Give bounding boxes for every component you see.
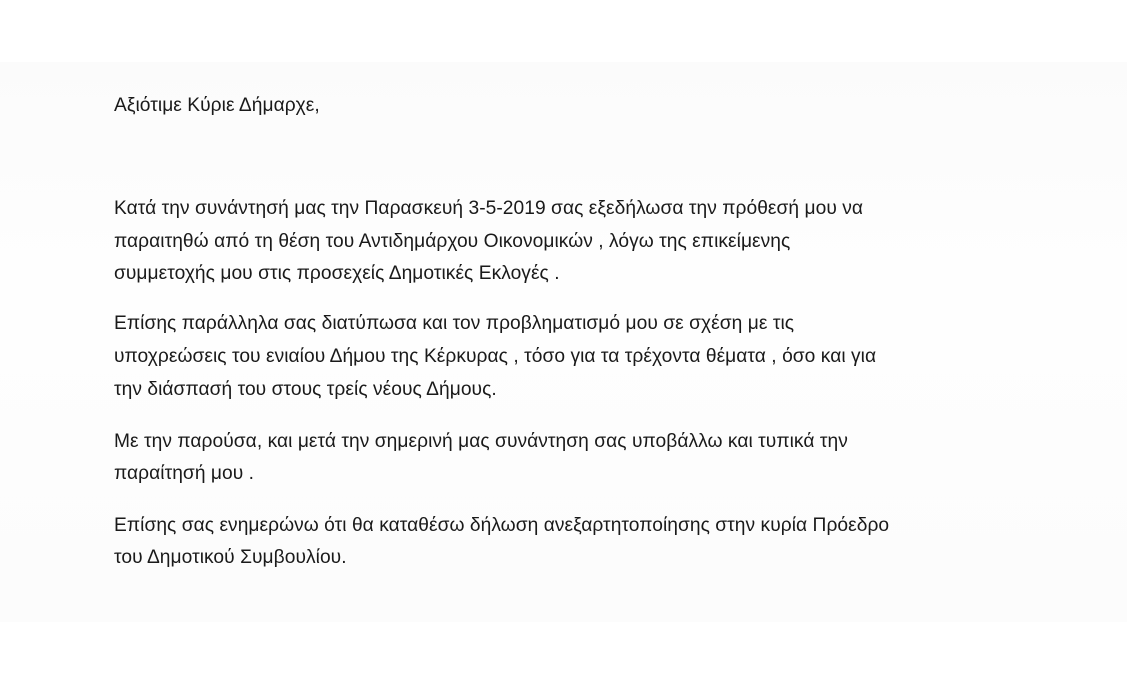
paragraph-line: Με την παρούσα, και μετά την σημερινή μας συνάντηση σας υποβάλλω και τυπικά την <box>114 431 848 452</box>
paragraph-line: παραιτηθώ από τη θέση του Αντιδημάρχου Οικονομικών , λόγω της επικείμενης <box>114 231 791 252</box>
paragraph-line: συμμετοχής μου στις προσεχείς Δημοτικές Εκλογές . <box>114 263 560 284</box>
paragraph-line: Επίσης σας ενημερώνω ότι θα καταθέσω δήλωση ανεξαρτητοποίησης στην κυρία Πρόεδρο <box>114 515 890 536</box>
scan-background <box>0 62 1127 622</box>
paragraph-line: του Δημοτικού Συμβουλίου. <box>114 547 347 568</box>
paragraph-line: υποχρεώσεις του ενιαίου Δήμου της Κέρκυρας , τόσο για τα τρέχοντα θέματα , όσο και για <box>114 346 877 367</box>
salutation: Αξιότιμε Κύριε Δήμαρχε, <box>114 95 320 116</box>
paragraph-line: την διάσπασή του στους τρείς νέους Δήμους. <box>114 379 497 400</box>
paragraph-line: Επίσης παράλληλα σας διατύπωσα και τον προβληματισμό μου σε σχέση με τις <box>114 313 795 334</box>
paragraph-line: Κατά την συνάντησή μας την Παρασκευή 3-5-2019 σας εξεδήλωσα την πρόθεσή μου να <box>114 198 864 219</box>
paragraph-line: παραίτησή μου . <box>114 463 255 484</box>
